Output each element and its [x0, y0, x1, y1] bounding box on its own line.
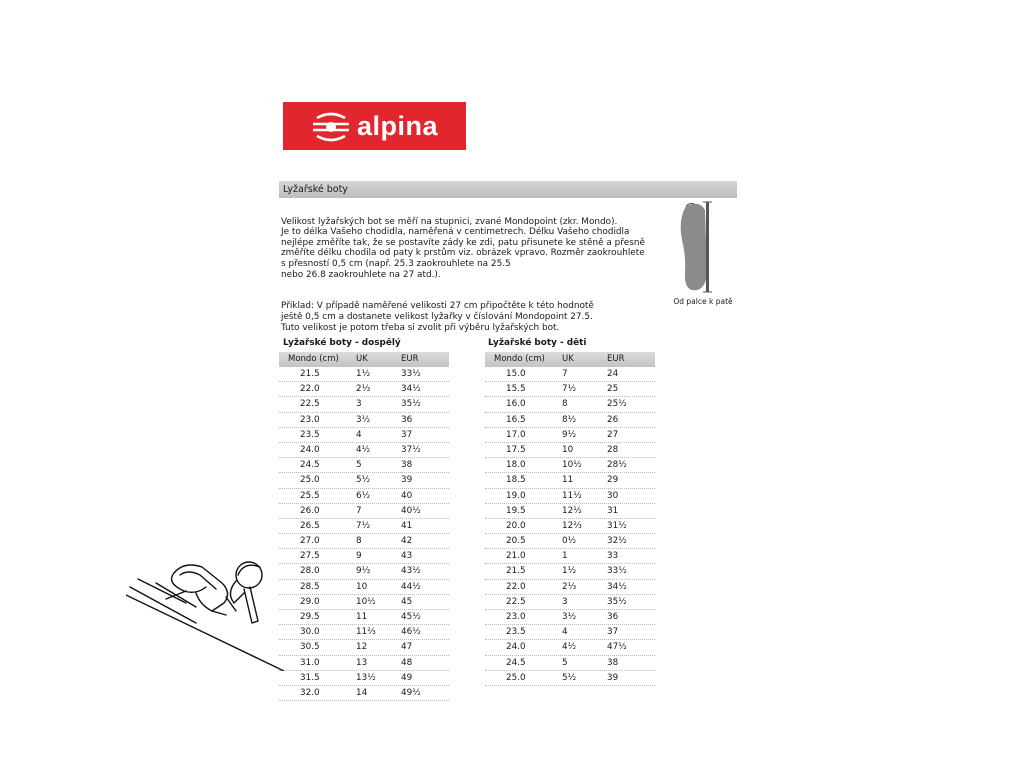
cell-mondo: 28.5	[300, 581, 320, 592]
table-row	[279, 549, 449, 564]
cell-eur: 43½	[401, 566, 421, 577]
table-row	[279, 382, 449, 397]
cell-uk: 10	[562, 444, 574, 455]
cell-eur: 41	[401, 520, 413, 531]
cell-eur: 33	[607, 551, 619, 562]
cell-eur: 25	[607, 384, 619, 395]
cell-uk: 2⅓	[562, 581, 577, 592]
cell-uk: 7	[562, 369, 568, 379]
kids-size-table	[485, 352, 655, 686]
cell-mondo: 21.5	[300, 369, 320, 379]
table-row	[485, 397, 655, 412]
cell-mondo: 24.5	[506, 657, 526, 668]
cell-eur: 45½	[401, 612, 421, 622]
cell-mondo: 30.0	[300, 627, 320, 638]
cell-uk: 3	[562, 596, 568, 607]
cell-uk: 13	[356, 657, 368, 668]
cell-eur: 33½	[401, 369, 421, 379]
cell-mondo: 21.0	[506, 551, 526, 562]
table-row	[279, 519, 449, 534]
cell-eur: 36	[607, 612, 619, 622]
cell-eur: 28	[607, 444, 619, 455]
cell-uk: 11½	[562, 490, 582, 501]
cell-mondo: 16.5	[506, 414, 526, 425]
table-row	[279, 610, 449, 625]
section-header: Lyžařské boty	[279, 181, 737, 198]
cell-mondo: 26.5	[300, 520, 320, 531]
foot-caption: Od palce k patě	[673, 297, 733, 306]
cell-mondo: 15.5	[506, 384, 526, 395]
table-row	[485, 489, 655, 504]
table-row	[485, 595, 655, 610]
cell-uk: 9	[356, 551, 362, 562]
cell-uk: 5½	[356, 475, 371, 486]
cell-uk: 13½	[356, 672, 376, 683]
cell-uk: 1½	[356, 369, 371, 379]
cell-eur: 35½	[607, 596, 627, 607]
table-row	[485, 413, 655, 428]
cell-eur: 37½	[401, 444, 421, 455]
logo-wordmark: alpina	[356, 110, 439, 141]
table-row	[485, 625, 655, 640]
cell-uk: 3½	[356, 414, 371, 425]
cell-mondo: 29.0	[300, 596, 320, 607]
cell-mondo: 25.5	[300, 490, 320, 501]
table-row	[279, 640, 449, 655]
cell-uk: 10	[356, 581, 368, 592]
table-row	[279, 443, 449, 458]
table-row	[485, 504, 655, 519]
cell-mondo: 26.0	[300, 505, 320, 516]
table-row	[485, 473, 655, 488]
cell-eur: 34½	[401, 384, 421, 395]
cell-mondo: 28.0	[300, 566, 320, 577]
cell-uk: 11⅔	[356, 627, 376, 638]
cell-mondo: 20.0	[506, 520, 526, 531]
header-mondo: Mondo (cm)	[288, 354, 339, 364]
cell-eur: 45	[401, 596, 413, 607]
cell-eur: 30	[607, 490, 619, 501]
table-row	[485, 382, 655, 397]
table-row	[279, 534, 449, 549]
cell-uk: 9⅓	[356, 566, 371, 577]
alpina-emblem-icon	[311, 109, 351, 143]
table-row	[279, 458, 449, 473]
cell-uk: 11	[356, 612, 368, 622]
table-row	[279, 595, 449, 610]
cell-uk: 4	[562, 627, 568, 638]
cell-uk: 4½	[562, 642, 577, 653]
table-header	[485, 352, 655, 367]
cell-eur: 28½	[607, 460, 627, 471]
cell-eur: 27	[607, 429, 619, 440]
cell-eur: 33½	[607, 566, 627, 577]
table-row	[279, 397, 449, 412]
table-row	[485, 534, 655, 549]
skier-illustration	[126, 553, 284, 671]
cell-mondo: 27.0	[300, 536, 320, 547]
cell-uk: 3½	[562, 612, 577, 622]
cell-eur: 31½	[607, 520, 627, 531]
cell-uk: 14	[356, 687, 368, 698]
cell-eur: 35½	[401, 399, 421, 410]
cell-uk: 1	[562, 551, 568, 562]
cell-mondo: 23.0	[300, 414, 320, 425]
cell-mondo: 29.5	[300, 612, 320, 622]
cell-eur: 29	[607, 475, 619, 486]
cell-mondo: 19.0	[506, 490, 526, 501]
cell-mondo: 22.0	[300, 384, 320, 395]
cell-eur: 40	[401, 490, 413, 501]
cell-eur: 24	[607, 369, 619, 379]
cell-uk: 7½	[562, 384, 577, 395]
cell-mondo: 17.0	[506, 429, 526, 440]
cell-mondo: 31.0	[300, 657, 320, 668]
table-row	[485, 443, 655, 458]
intro-paragraph-1: Velikost lyžařských bot se měří na stupnici, zvané Mondopoint (zkr. Mondo). Je to délka Vašeho chodidla, naměřená v centimetrech. Délku Vašeho chodidla nejlépe změříte tak, že se postavíte zády ke zdi, patu přisunete ke stěně a přesně změříte délku chodila od paty k prstům viz. obrázek vpravo. Rozměr zaokrouhlete s přesností 0,5 cm (např. 25.3 zaokrouhlete na 25.5 nebo 26.8 zaokrouhlete na 27 atd.).	[281, 216, 645, 280]
foot-measure-icon	[672, 200, 732, 295]
cell-uk: 12½	[562, 505, 582, 516]
table-row	[279, 564, 449, 579]
table-row	[279, 367, 449, 382]
cell-uk: 2⅓	[356, 384, 371, 395]
header-eur: EUR	[401, 354, 419, 364]
cell-uk: 10½	[356, 596, 376, 607]
cell-uk: 1½	[562, 566, 577, 577]
cell-mondo: 31.5	[300, 672, 320, 683]
table-row	[279, 489, 449, 504]
cell-uk: 12⅔	[562, 520, 582, 531]
cell-mondo: 23.0	[506, 612, 526, 622]
cell-uk: 4	[356, 429, 362, 440]
cell-uk: 10½	[562, 460, 582, 471]
cell-mondo: 23.5	[506, 627, 526, 638]
cell-eur: 36	[401, 414, 413, 425]
table-row	[485, 640, 655, 655]
table-row	[279, 428, 449, 443]
cell-eur: 40½	[401, 505, 421, 516]
adult-size-table	[279, 352, 449, 701]
table-row	[279, 504, 449, 519]
cell-mondo: 16.0	[506, 399, 526, 410]
cell-uk: 12	[356, 642, 368, 653]
table-row	[279, 625, 449, 640]
cell-mondo: 25.0	[300, 475, 320, 486]
table-row	[485, 367, 655, 382]
header-eur: EUR	[607, 354, 625, 364]
cell-eur: 25½	[607, 399, 627, 410]
cell-eur: 48	[401, 657, 413, 668]
cell-mondo: 27.5	[300, 551, 320, 562]
table-row	[279, 580, 449, 595]
cell-uk: 0½	[562, 536, 577, 547]
cell-uk: 8½	[562, 414, 577, 425]
cell-uk: 5	[356, 460, 362, 471]
cell-eur: 39	[607, 672, 619, 683]
cell-eur: 39	[401, 475, 413, 486]
cell-mondo: 24.0	[300, 444, 320, 455]
cell-uk: 7	[356, 505, 362, 516]
table-row	[279, 686, 449, 701]
cell-uk: 5½	[562, 672, 577, 683]
alpina-logo	[283, 102, 466, 150]
table-row	[485, 610, 655, 625]
cell-mondo: 18.5	[506, 475, 526, 486]
table-row	[485, 656, 655, 671]
cell-eur: 47	[401, 642, 413, 653]
cell-uk: 8	[562, 399, 568, 410]
cell-uk: 4½	[356, 444, 371, 455]
cell-mondo: 23.5	[300, 429, 320, 440]
cell-eur: 34½	[607, 581, 627, 592]
cell-eur: 49	[401, 672, 413, 683]
cell-eur: 31	[607, 505, 619, 516]
cell-uk: 11	[562, 475, 574, 486]
cell-mondo: 20.5	[506, 536, 526, 547]
cell-uk: 8	[356, 536, 362, 547]
cell-eur: 32½	[607, 536, 627, 547]
table-header	[279, 352, 449, 367]
intro-paragraph-2: Příklad: V případě naměřené velikosti 27 cm připočtěte k této hodnotě ještě 0,5 cm a dostanete velikost lyžařky v číslování Mondopoint 27.5. Tuto velikost je potom třeba si zvolit při výběru lyžařských bot.	[281, 301, 594, 333]
cell-mondo: 22.5	[300, 399, 320, 410]
header-mondo: Mondo (cm)	[494, 354, 545, 364]
cell-eur: 42	[401, 536, 413, 547]
cell-mondo: 22.0	[506, 581, 526, 592]
kids-table-title: Lyžařské boty - děti	[488, 338, 587, 348]
header-uk: UK	[356, 354, 368, 364]
table-row	[279, 413, 449, 428]
cell-eur: 38	[401, 460, 413, 471]
table-row	[485, 519, 655, 534]
cell-eur: 37	[607, 627, 619, 638]
cell-uk: 3	[356, 399, 362, 410]
table-row	[485, 564, 655, 579]
cell-eur: 46½	[401, 627, 421, 638]
table-row	[485, 671, 655, 686]
cell-eur: 43	[401, 551, 413, 562]
cell-mondo: 30.5	[300, 642, 320, 653]
cell-uk: 7½	[356, 520, 371, 531]
table-row	[485, 580, 655, 595]
adult-table-title: Lyžařské boty - dospělý	[283, 338, 401, 348]
cell-eur: 38	[607, 657, 619, 668]
table-row	[279, 671, 449, 686]
cell-mondo: 24.0	[506, 642, 526, 653]
cell-uk: 5	[562, 657, 568, 668]
cell-uk: 9½	[562, 429, 577, 440]
table-row	[279, 473, 449, 488]
table-row	[485, 428, 655, 443]
cell-mondo: 19.5	[506, 505, 526, 516]
cell-mondo: 32.0	[300, 687, 320, 698]
table-row	[485, 458, 655, 473]
cell-eur: 49½	[401, 687, 421, 698]
cell-mondo: 21.5	[506, 566, 526, 577]
cell-mondo: 24.5	[300, 460, 320, 471]
cell-eur: 44½	[401, 581, 421, 592]
cell-eur: 26	[607, 414, 619, 425]
table-row	[485, 549, 655, 564]
intro-text	[281, 206, 671, 354]
cell-eur: 37	[401, 429, 413, 440]
cell-uk: 6½	[356, 490, 371, 501]
table-row	[279, 656, 449, 671]
cell-eur: 47½	[607, 642, 627, 653]
header-uk: UK	[562, 354, 574, 364]
cell-mondo: 22.5	[506, 596, 526, 607]
cell-mondo: 15.0	[506, 369, 526, 379]
cell-mondo: 17.5	[506, 444, 526, 455]
cell-mondo: 25.0	[506, 672, 526, 683]
cell-mondo: 18.0	[506, 460, 526, 471]
